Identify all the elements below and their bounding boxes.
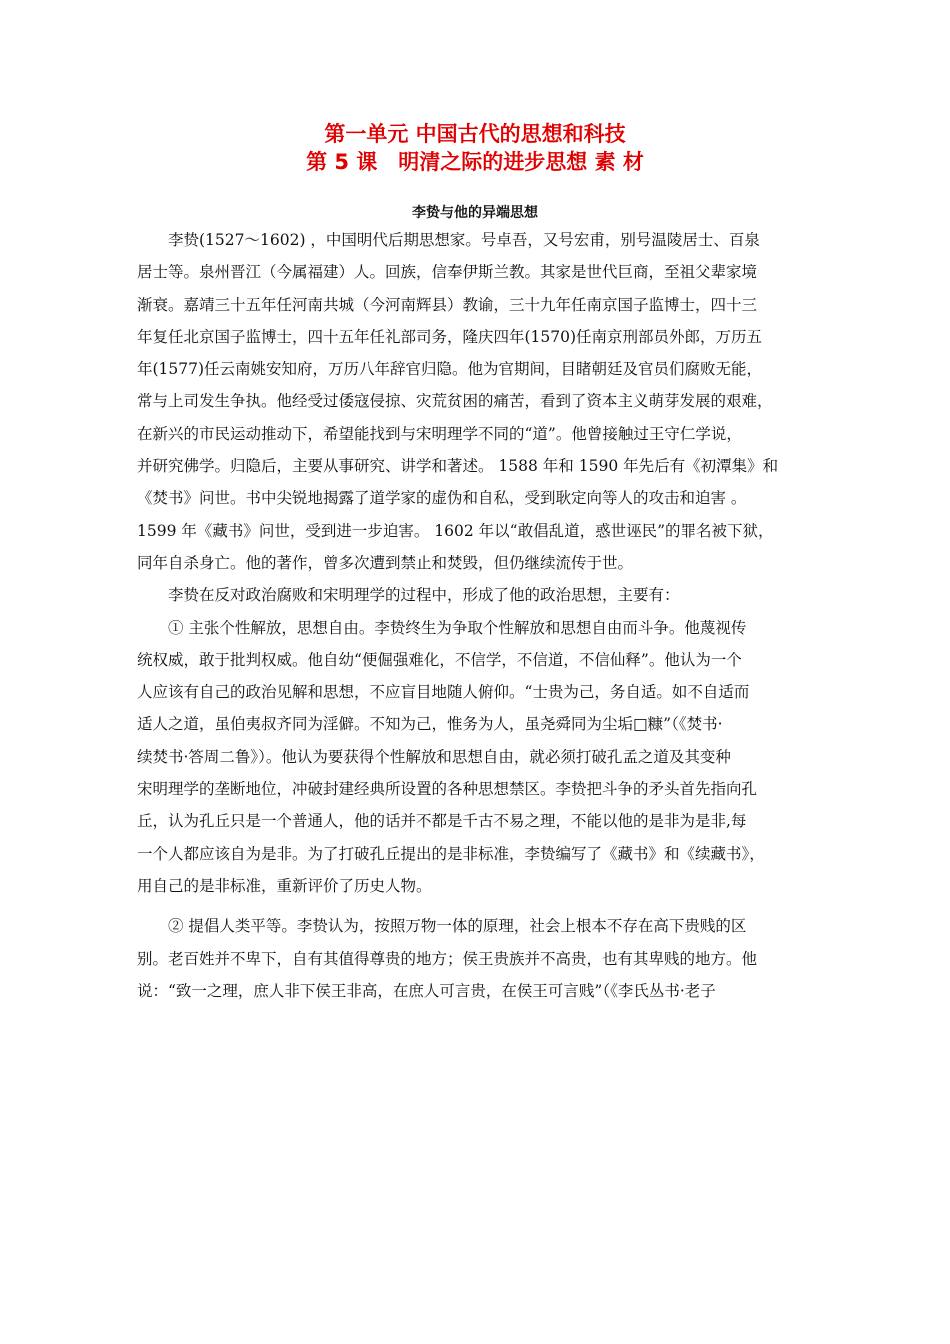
text-line: 并研究佛学。归隐后，主要从事研究、讲学和著述。 1588 年和 1590 年先后有《初潭集》和 (137, 457, 779, 476)
paragraph-point-2 (137, 910, 827, 1007)
text-line: 一个人都应该自为是非。为了打破孔丘提出的是非标准，李贽编写了《藏书》和《续藏书》， (137, 844, 765, 863)
text-line: 年复任北京国子监博士，四十五年任礼部司务，隆庆四年(1570)任南京刑部员外郎，万历五 (137, 327, 763, 346)
text-line: 李贽(1527～1602) ，中国明代后期思想家。号卓吾，又号宏甫，别号温陵居士、百泉 (137, 231, 760, 249)
title-block (0, 120, 950, 176)
body-text (137, 224, 827, 1007)
text-line: 年(1577)任云南姚安知府，万历八年辞官归隐。他为官期间，目睹朝廷及官员们腐败无能， (137, 360, 763, 379)
text-line: 李贽在反对政治腐败和宋明理学的过程中，形成了他的政治思想，主要有： (137, 586, 680, 605)
text-line: 适人之道，虽伯夷叔齐同为淫僻。不知为己，惟务为人，虽尧舜同为尘垢□糠”（《焚书· (137, 715, 723, 734)
text-line: 说：“致一之理，庶人非下侯王非高，在庶人可言贵，在侯王可言贱”（《李氏丛书·老子 (137, 981, 716, 1000)
text-line: ① 主张个性解放，思想自由。李贽终生为争取个性解放和思想自由而斗争。他蔑视传 (137, 618, 747, 637)
paragraph-gap (137, 902, 827, 910)
paragraph-intro (137, 579, 827, 611)
text-line: 在新兴的市民运动推动下，希望能找到与宋明理学不同的“道”。他曾接触过王守仁学说， (137, 424, 742, 443)
text-line: 1599 年《藏书》问世，受到进一步迫害。 1602 年以“敢倡乱道，惑世诬民”的罪名被下狱， (137, 521, 774, 540)
text-line: 丘，认为孔丘只是一个普通人，他的话并不都是千古不易之理，不能以他的是非为是非,每 (137, 812, 747, 831)
lesson-title: 第 5 课 明清之际的进步思想 素 材 (306, 150, 644, 174)
text-line: 常与上司发生争执。他经受过倭寇侵掠、灾荒贫困的痛苦，看到了资本主义萌芽发展的艰难， (137, 392, 773, 411)
text-line: 统权威，敢于批判权威。他自幼“便倔强难化，不信学，不信道，不信仙释”。他认为一个 (137, 650, 742, 669)
unit-title: 第一单元 中国古代的思想和科技 (324, 122, 626, 146)
text-line: 人应该有自己的政治见解和思想，不应盲目地随人俯仰。“士贵为己，务自适。如不自适而 (137, 683, 750, 702)
text-line: 居士等。泉州晋江（今属福建）人。回族，信奉伊斯兰教。其家是世代巨商，至祖父辈家境 (137, 263, 758, 282)
text-line: 续焚书·答周二鲁》）。他认为要获得个性解放和思想自由，就必须打破孔孟之道及其变种 (137, 747, 731, 766)
paragraph-biography (137, 224, 827, 579)
text-line: 《焚书》问世。书中尖锐地揭露了道学家的虚伪和自私，受到耿定向等人的攻击和迫害 。 (137, 489, 747, 508)
text-line: ② 提倡人类平等。李贽认为，按照万物一体的原理，社会上根本不存在高下贵贱的区 (137, 917, 747, 936)
text-line: 同年自杀身亡。他的著作，曾多次遭到禁止和焚毁，但仍继续流传于世。 (137, 553, 634, 572)
text-line: 宋明理学的垄断地位，冲破封建经典所设置的各种思想禁区。李贽把斗争的矛头首先指向孔 (137, 780, 758, 799)
section-heading: 李贽与他的异端思想 (412, 205, 538, 221)
paragraph-point-1 (137, 612, 827, 903)
text-line: 别。老百姓并不卑下，自有其值得尊贵的地方；侯王贵族并不高贵，也有其卑贱的地方。他 (137, 949, 758, 968)
text-line: 渐衰。嘉靖三十五年任河南共城（今河南辉县）教谕，三十九年任南京国子监博士，四十三 (137, 295, 758, 314)
text-line: 用自己的是非标准，重新评价了历史人物。 (137, 876, 432, 895)
